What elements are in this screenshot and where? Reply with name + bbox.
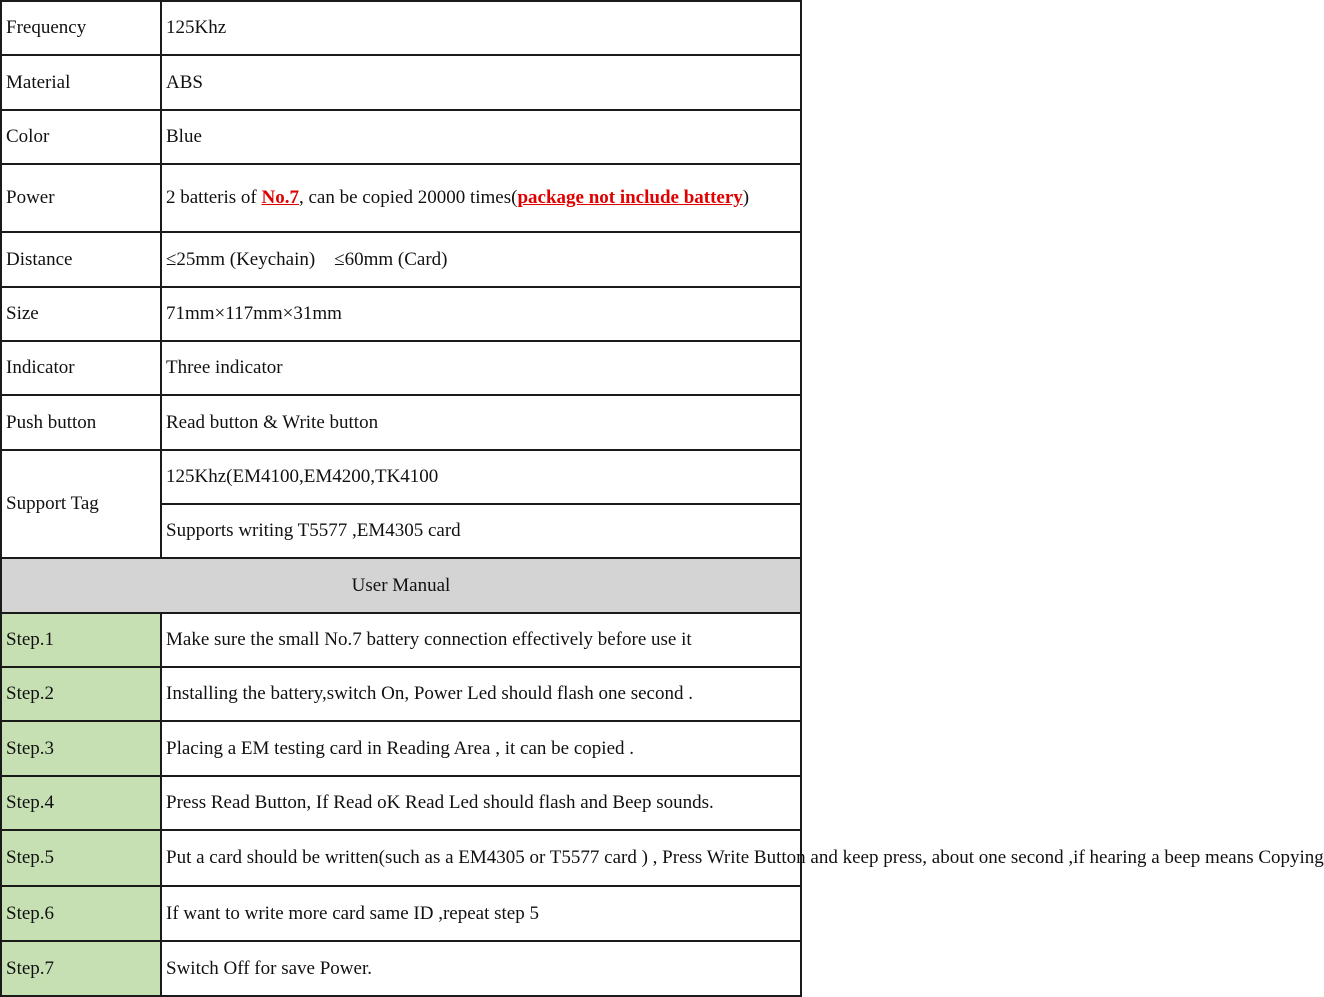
table-row — [1, 232, 801, 287]
spec-label-indicator: Indicator — [1, 341, 161, 395]
step-text: Press Read Button, If Read oK Read Led should flash and Beep sounds. — [161, 776, 801, 830]
table-row — [1, 164, 801, 232]
table-row — [1, 395, 801, 450]
table-row — [1, 613, 801, 667]
power-text-post: ) — [742, 187, 750, 208]
table-row — [1, 941, 801, 996]
step-label: Step.5 — [1, 830, 161, 886]
table-row — [1, 450, 801, 504]
spec-label-size: Size — [1, 287, 161, 341]
spec-label-support-tag: Support Tag — [1, 450, 161, 558]
step-label: Step.6 — [1, 886, 161, 941]
spec-label-distance: Distance — [1, 232, 161, 287]
spec-value-indicator: Three indicator — [161, 341, 801, 395]
spec-label-power: Power — [1, 164, 161, 232]
step-text: If want to write more card same ID ,repeat step 5 — [161, 886, 801, 941]
spec-label-color: Color — [1, 110, 161, 164]
power-text-mid: , can be copied 20000 times( — [299, 187, 518, 208]
spec-value-frequency: 125Khz — [161, 1, 801, 55]
table-row — [1, 55, 801, 110]
spec-value-size: 71mm×117mm×31mm — [161, 287, 801, 341]
user-manual-title: User Manual — [1, 558, 801, 613]
step-text: Placing a EM testing card in Reading Area , it can be copied . — [161, 721, 801, 776]
spec-value-power — [161, 164, 801, 232]
table-row — [1, 341, 801, 395]
step-label: Step.2 — [1, 667, 161, 721]
spec-value-support-tag-write: Supports writing T5577 ,EM4305 card — [161, 504, 801, 558]
power-package-highlight: package not include battery — [517, 187, 743, 208]
step-label: Step.1 — [1, 613, 161, 667]
table-row — [1, 287, 801, 341]
step-label: Step.4 — [1, 776, 161, 830]
table-row — [1, 110, 801, 164]
table-row — [1, 667, 801, 721]
step-text: Installing the battery,switch On, Power Led should flash one second . — [161, 667, 801, 721]
spec-value-material: ABS — [161, 55, 801, 110]
step-text: Make sure the small No.7 battery connection effectively before use it — [161, 613, 801, 667]
step-text: Switch Off for save Power. — [161, 941, 801, 996]
table-row — [1, 721, 801, 776]
table-row — [1, 1, 801, 55]
step-label: Step.7 — [1, 941, 161, 996]
spec-label-frequency: Frequency — [1, 1, 161, 55]
step-label: Step.3 — [1, 721, 161, 776]
table-row — [1, 558, 801, 613]
power-text-pre: 2 batteris of — [166, 187, 262, 208]
table-row — [1, 830, 801, 886]
spec-label-push-button: Push button — [1, 395, 161, 450]
step-text: Put a card should be written(such as a EM4305 or T5577 card ) , Press Write Button and keep press, about one second ,if hearing a beep means Copying — [161, 830, 801, 886]
spec-value-push-button: Read button & Write button — [161, 395, 801, 450]
spec-label-material: Material — [1, 55, 161, 110]
table-row — [1, 886, 801, 941]
spec-value-color: Blue — [161, 110, 801, 164]
table-row — [1, 776, 801, 830]
spec-value-support-tag-read: 125Khz(EM4100,EM4200,TK4100 — [161, 450, 801, 504]
power-battery-highlight: No.7 — [261, 187, 299, 208]
spec-value-distance: ≤25mm (Keychain) ≤60mm (Card) — [161, 232, 801, 287]
